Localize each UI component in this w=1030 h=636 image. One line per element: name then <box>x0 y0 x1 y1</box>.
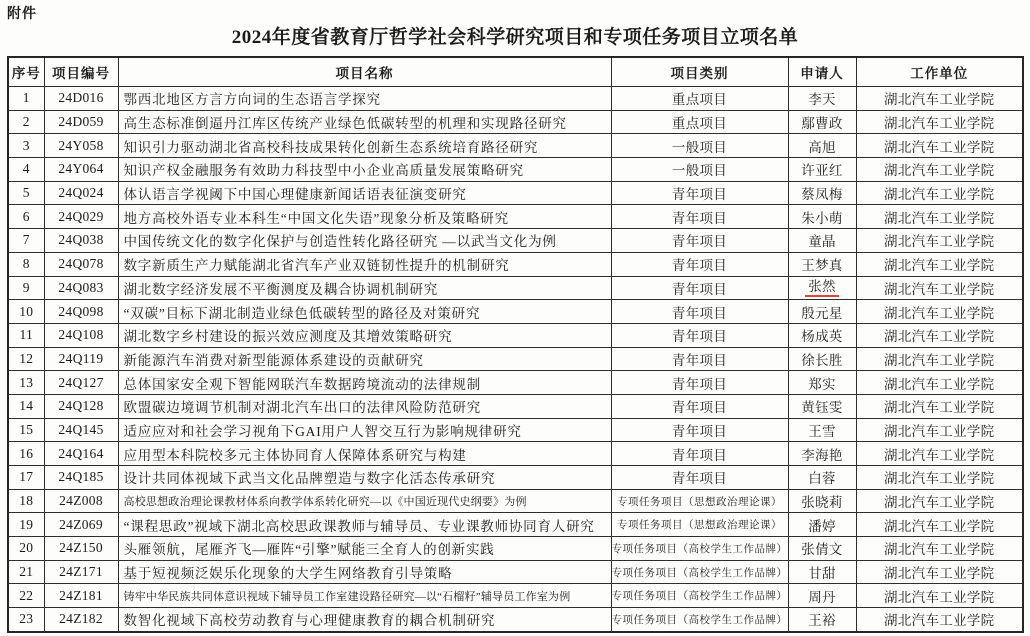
table-row <box>8 513 1023 537</box>
project-code-cell: 24Z182 <box>44 608 118 632</box>
project-name-cell: 知识引力驱动湖北省高校科技成果转化创新生态系统培育路径研究 <box>118 134 611 158</box>
table-row <box>8 252 1023 276</box>
row-number-cell: 11 <box>8 323 44 347</box>
applicant-name: 童晶 <box>808 234 836 250</box>
row-number-cell: 6 <box>8 205 44 229</box>
project-name-cell: 总体国家安全观下智能网联汽车数据跨境流动的法律规制 <box>118 371 611 395</box>
project-code-cell: 24Z069 <box>44 513 118 537</box>
table-row <box>8 418 1023 442</box>
table-row <box>8 181 1023 205</box>
category-cell: 专项任务项目（高校学生工作品牌） <box>611 608 788 632</box>
unit-cell: 湖北汽车工业学院 <box>856 347 1023 371</box>
unit-cell: 湖北汽车工业学院 <box>856 252 1023 276</box>
unit-cell: 湖北汽车工业学院 <box>856 276 1023 300</box>
table-row <box>8 229 1023 253</box>
project-code-cell: 24Q029 <box>44 205 118 229</box>
row-number-cell: 16 <box>8 442 44 466</box>
applicant-cell <box>788 134 856 158</box>
applicant-name: 李天 <box>808 92 836 108</box>
category-cell: 青年项目 <box>611 229 788 253</box>
row-number-cell: 13 <box>8 371 44 395</box>
project-code-cell: 24Y058 <box>44 134 118 158</box>
unit-cell: 湖北汽车工业学院 <box>856 513 1023 537</box>
row-number-cell: 3 <box>8 134 44 158</box>
project-code-cell: 24Q185 <box>44 466 118 490</box>
category-cell: 一般项目 <box>611 158 788 182</box>
table-row <box>8 371 1023 395</box>
category-cell: 青年项目 <box>611 418 788 442</box>
column-header: 项目名称 <box>118 57 611 87</box>
unit-cell: 湖北汽车工业学院 <box>856 560 1023 584</box>
applicant-name: 殷元星 <box>801 305 843 321</box>
table-row <box>8 134 1023 158</box>
applicant-cell <box>788 466 856 490</box>
project-name-cell: 基于短视频泛娱乐化现象的大学生网络教育引导策略 <box>118 560 611 584</box>
project-code-cell: 24Q083 <box>44 276 118 300</box>
project-name-cell: “课程思政”视域下湖北高校思政课教师与辅导员、专业课教师协同育人研究 <box>118 513 611 537</box>
applicant-cell <box>788 513 856 537</box>
project-code-cell: 24D059 <box>44 110 118 134</box>
project-code-cell: 24Q127 <box>44 371 118 395</box>
category-cell: 青年项目 <box>611 347 788 371</box>
project-code-cell: 24Z008 <box>44 489 118 513</box>
category-cell: 专项任务项目（思想政治理论课） <box>611 489 788 513</box>
category-cell: 一般项目 <box>611 134 788 158</box>
applicant-cell <box>788 489 856 513</box>
unit-cell: 湖北汽车工业学院 <box>856 371 1023 395</box>
table-header-row <box>8 57 1023 87</box>
unit-cell: 湖北汽车工业学院 <box>856 205 1023 229</box>
applicant-cell <box>788 371 856 395</box>
applicant-name: 潘婷 <box>808 518 836 534</box>
table-row <box>8 489 1023 513</box>
category-cell: 青年项目 <box>611 300 788 324</box>
row-number-cell: 15 <box>8 418 44 442</box>
applicant-cell <box>788 181 856 205</box>
project-code-cell: 24D016 <box>44 87 118 111</box>
project-code-cell: 24Q078 <box>44 252 118 276</box>
category-cell: 青年项目 <box>611 252 788 276</box>
row-number-cell: 4 <box>8 158 44 182</box>
project-name-cell: 鄂西北地区方言方向词的生态语言学探究 <box>118 87 611 111</box>
table-row <box>8 87 1023 111</box>
applicant-cell <box>788 229 856 253</box>
applicant-name: 朱小萌 <box>801 210 843 226</box>
unit-cell: 湖北汽车工业学院 <box>856 323 1023 347</box>
applicant-cell <box>788 560 856 584</box>
project-name-cell: 新能源汽车消费对新型能源体系建设的贡献研究 <box>118 347 611 371</box>
applicant-name: 李海艳 <box>801 447 843 463</box>
applicant-name: 徐长胜 <box>801 352 843 368</box>
unit-cell: 湖北汽车工业学院 <box>856 181 1023 205</box>
category-cell: 重点项目 <box>611 87 788 111</box>
applicant-cell <box>788 418 856 442</box>
row-number-cell: 20 <box>8 537 44 561</box>
project-code-cell: 24Z150 <box>44 537 118 561</box>
unit-cell: 湖北汽车工业学院 <box>856 418 1023 442</box>
applicant-cell <box>788 442 856 466</box>
column-header: 申请人 <box>788 57 856 87</box>
applicant-name: 蔡凤梅 <box>801 187 843 203</box>
table-row <box>8 323 1023 347</box>
category-cell: 专项任务项目（高校学生工作品牌） <box>611 584 788 608</box>
applicant-name: 郑实 <box>808 376 836 392</box>
project-code-cell: 24Q038 <box>44 229 118 253</box>
applicant-cell <box>788 608 856 632</box>
project-name-cell: 欧盟碳边境调节机制对湖北汽车出口的法律风险防范研究 <box>118 394 611 418</box>
unit-cell: 湖北汽车工业学院 <box>856 87 1023 111</box>
project-name-cell: 数智化视域下高校劳动教育与心理健康教育的耦合机制研究 <box>118 608 611 632</box>
project-name-cell: 数字新质生产力赋能湖北省汽车产业双链韧性提升的机制研究 <box>118 252 611 276</box>
row-number-cell: 14 <box>8 394 44 418</box>
applicant-name: 王雪 <box>808 423 836 439</box>
column-header: 项目编号 <box>44 57 118 87</box>
column-header: 序号 <box>8 57 44 87</box>
project-code-cell: 24Q164 <box>44 442 118 466</box>
unit-cell: 湖北汽车工业学院 <box>856 584 1023 608</box>
applicant-cell <box>788 205 856 229</box>
unit-cell: 湖北汽车工业学院 <box>856 394 1023 418</box>
unit-cell: 湖北汽车工业学院 <box>856 134 1023 158</box>
table-header <box>8 57 1023 87</box>
unit-cell: 湖北汽车工业学院 <box>856 466 1023 490</box>
project-code-cell: 24Y064 <box>44 158 118 182</box>
project-name-cell: 知识产权金融服务有效助力科技型中小企业高质量发展策略研究 <box>118 158 611 182</box>
applicant-name: 许亚红 <box>801 163 843 179</box>
row-number-cell: 7 <box>8 229 44 253</box>
unit-cell: 湖北汽车工业学院 <box>856 537 1023 561</box>
category-cell: 专项任务项目（高校学生工作品牌） <box>611 537 788 561</box>
project-code-cell: 24Q108 <box>44 323 118 347</box>
row-number-cell: 5 <box>8 181 44 205</box>
row-number-cell: 22 <box>8 584 44 608</box>
table-row <box>8 205 1023 229</box>
applicant-name: 黄钰雯 <box>801 400 843 416</box>
applicant-name-underlined: 张然 <box>805 279 839 297</box>
project-code-cell: 24Q145 <box>44 418 118 442</box>
project-code-cell: 24Q098 <box>44 300 118 324</box>
applicant-cell <box>788 252 856 276</box>
table-row <box>8 608 1023 632</box>
category-cell: 青年项目 <box>611 394 788 418</box>
project-name-cell: 湖北数字经济发展不平衡测度及耦合协调机制研究 <box>118 276 611 300</box>
row-number-cell: 1 <box>8 87 44 111</box>
category-cell: 青年项目 <box>611 181 788 205</box>
table-row <box>8 537 1023 561</box>
category-cell: 青年项目 <box>611 371 788 395</box>
unit-cell: 湖北汽车工业学院 <box>856 158 1023 182</box>
project-code-cell: 24Q119 <box>44 347 118 371</box>
row-number-cell: 8 <box>8 252 44 276</box>
row-number-cell: 12 <box>8 347 44 371</box>
project-name-cell: 湖北数字乡村建设的振兴效应测度及其增效策略研究 <box>118 323 611 347</box>
category-cell: 专项任务项目（思想政治理论课） <box>611 513 788 537</box>
applicant-cell <box>788 276 856 300</box>
page-title: 2024年度省教育厅哲学社会科学研究项目和专项任务项目立项名单 <box>231 27 799 48</box>
applicant-name: 张晓莉 <box>801 495 843 511</box>
project-name-cell: “双碳”目标下湖北制造业绿色低碳转型的路径及对策研究 <box>118 300 611 324</box>
table-row <box>8 466 1023 490</box>
applicant-cell <box>788 347 856 371</box>
unit-cell: 湖北汽车工业学院 <box>856 608 1023 632</box>
project-name-cell: 适应应对和社会学习视角下GAI用户人智交互行为影响规律研究 <box>118 418 611 442</box>
applicant-cell <box>788 110 856 134</box>
project-name-cell: 地方高校外语专业本科生“中国文化失语”现象分析及策略研究 <box>118 205 611 229</box>
category-cell: 青年项目 <box>611 276 788 300</box>
table-row <box>8 110 1023 134</box>
project-name-cell: 高校思想政治理论课教材体系向教学体系转化研究—以《中国近现代史纲要》为例 <box>118 489 611 513</box>
attachment-label: 附件 <box>7 7 37 22</box>
category-cell: 青年项目 <box>611 466 788 490</box>
category-cell: 重点项目 <box>611 110 788 134</box>
table-body <box>8 87 1023 632</box>
applicant-cell <box>788 584 856 608</box>
unit-cell: 湖北汽车工业学院 <box>856 442 1023 466</box>
table-row <box>8 347 1023 371</box>
projects-table <box>7 56 1024 633</box>
applicant-name: 王裕 <box>808 613 836 629</box>
row-number-cell: 9 <box>8 276 44 300</box>
applicant-cell <box>788 158 856 182</box>
project-name-cell: 铸牢中华民族共同体意识视域下辅导员工作室建设路径研究—以“石榴籽”辅导员工作室为例 <box>118 584 611 608</box>
unit-cell: 湖北汽车工业学院 <box>856 110 1023 134</box>
column-header: 项目类别 <box>611 57 788 87</box>
table-row <box>8 584 1023 608</box>
applicant-name: 甘甜 <box>808 566 836 582</box>
unit-cell: 湖北汽车工业学院 <box>856 300 1023 324</box>
unit-cell: 湖北汽车工业学院 <box>856 489 1023 513</box>
applicant-name: 鄢曹政 <box>801 116 843 132</box>
project-name-cell: 设计共同体视域下武当文化品牌塑造与数字化活态传承研究 <box>118 466 611 490</box>
applicant-cell <box>788 300 856 324</box>
table-row <box>8 560 1023 584</box>
row-number-cell: 19 <box>8 513 44 537</box>
applicant-cell <box>788 394 856 418</box>
project-code-cell: 24Z171 <box>44 560 118 584</box>
table-row <box>8 158 1023 182</box>
table-row <box>8 394 1023 418</box>
applicant-name: 杨成英 <box>801 329 843 345</box>
row-number-cell: 18 <box>8 489 44 513</box>
applicant-cell <box>788 87 856 111</box>
row-number-cell: 17 <box>8 466 44 490</box>
project-name-cell: 中国传统文化的数字化保护与创造性转化路径研究 —以武当文化为例 <box>118 229 611 253</box>
project-name-cell: 高生态标准倒逼丹江库区传统产业绿色低碳转型的机理和实现路径研究 <box>118 110 611 134</box>
project-code-cell: 24Q024 <box>44 181 118 205</box>
applicant-cell <box>788 323 856 347</box>
project-code-cell: 24Z181 <box>44 584 118 608</box>
table-row <box>8 276 1023 300</box>
table-row <box>8 300 1023 324</box>
project-code-cell: 24Q128 <box>44 394 118 418</box>
row-number-cell: 10 <box>8 300 44 324</box>
applicant-name: 高旭 <box>808 139 836 155</box>
applicant-name: 张倩文 <box>801 542 843 558</box>
category-cell: 青年项目 <box>611 442 788 466</box>
column-header: 工作单位 <box>856 57 1023 87</box>
category-cell: 青年项目 <box>611 205 788 229</box>
unit-cell: 湖北汽车工业学院 <box>856 229 1023 253</box>
applicant-cell <box>788 537 856 561</box>
project-name-cell: 头雁领航，尾雁齐飞—雁阵“引擎”赋能三全育人的创新实践 <box>118 537 611 561</box>
applicant-name: 王梦真 <box>801 258 843 274</box>
applicant-name: 白蓉 <box>808 471 836 487</box>
project-name-cell: 应用型本科院校多元主体协同育人保障体系研究与构建 <box>118 442 611 466</box>
project-name-cell: 体认语言学视阈下中国心理健康新闻话语表征演变研究 <box>118 181 611 205</box>
table-row <box>8 442 1023 466</box>
row-number-cell: 23 <box>8 608 44 632</box>
category-cell: 专项任务项目（高校学生工作品牌） <box>611 560 788 584</box>
category-cell: 青年项目 <box>611 323 788 347</box>
row-number-cell: 21 <box>8 560 44 584</box>
row-number-cell: 2 <box>8 110 44 134</box>
applicant-name: 周丹 <box>808 589 836 605</box>
